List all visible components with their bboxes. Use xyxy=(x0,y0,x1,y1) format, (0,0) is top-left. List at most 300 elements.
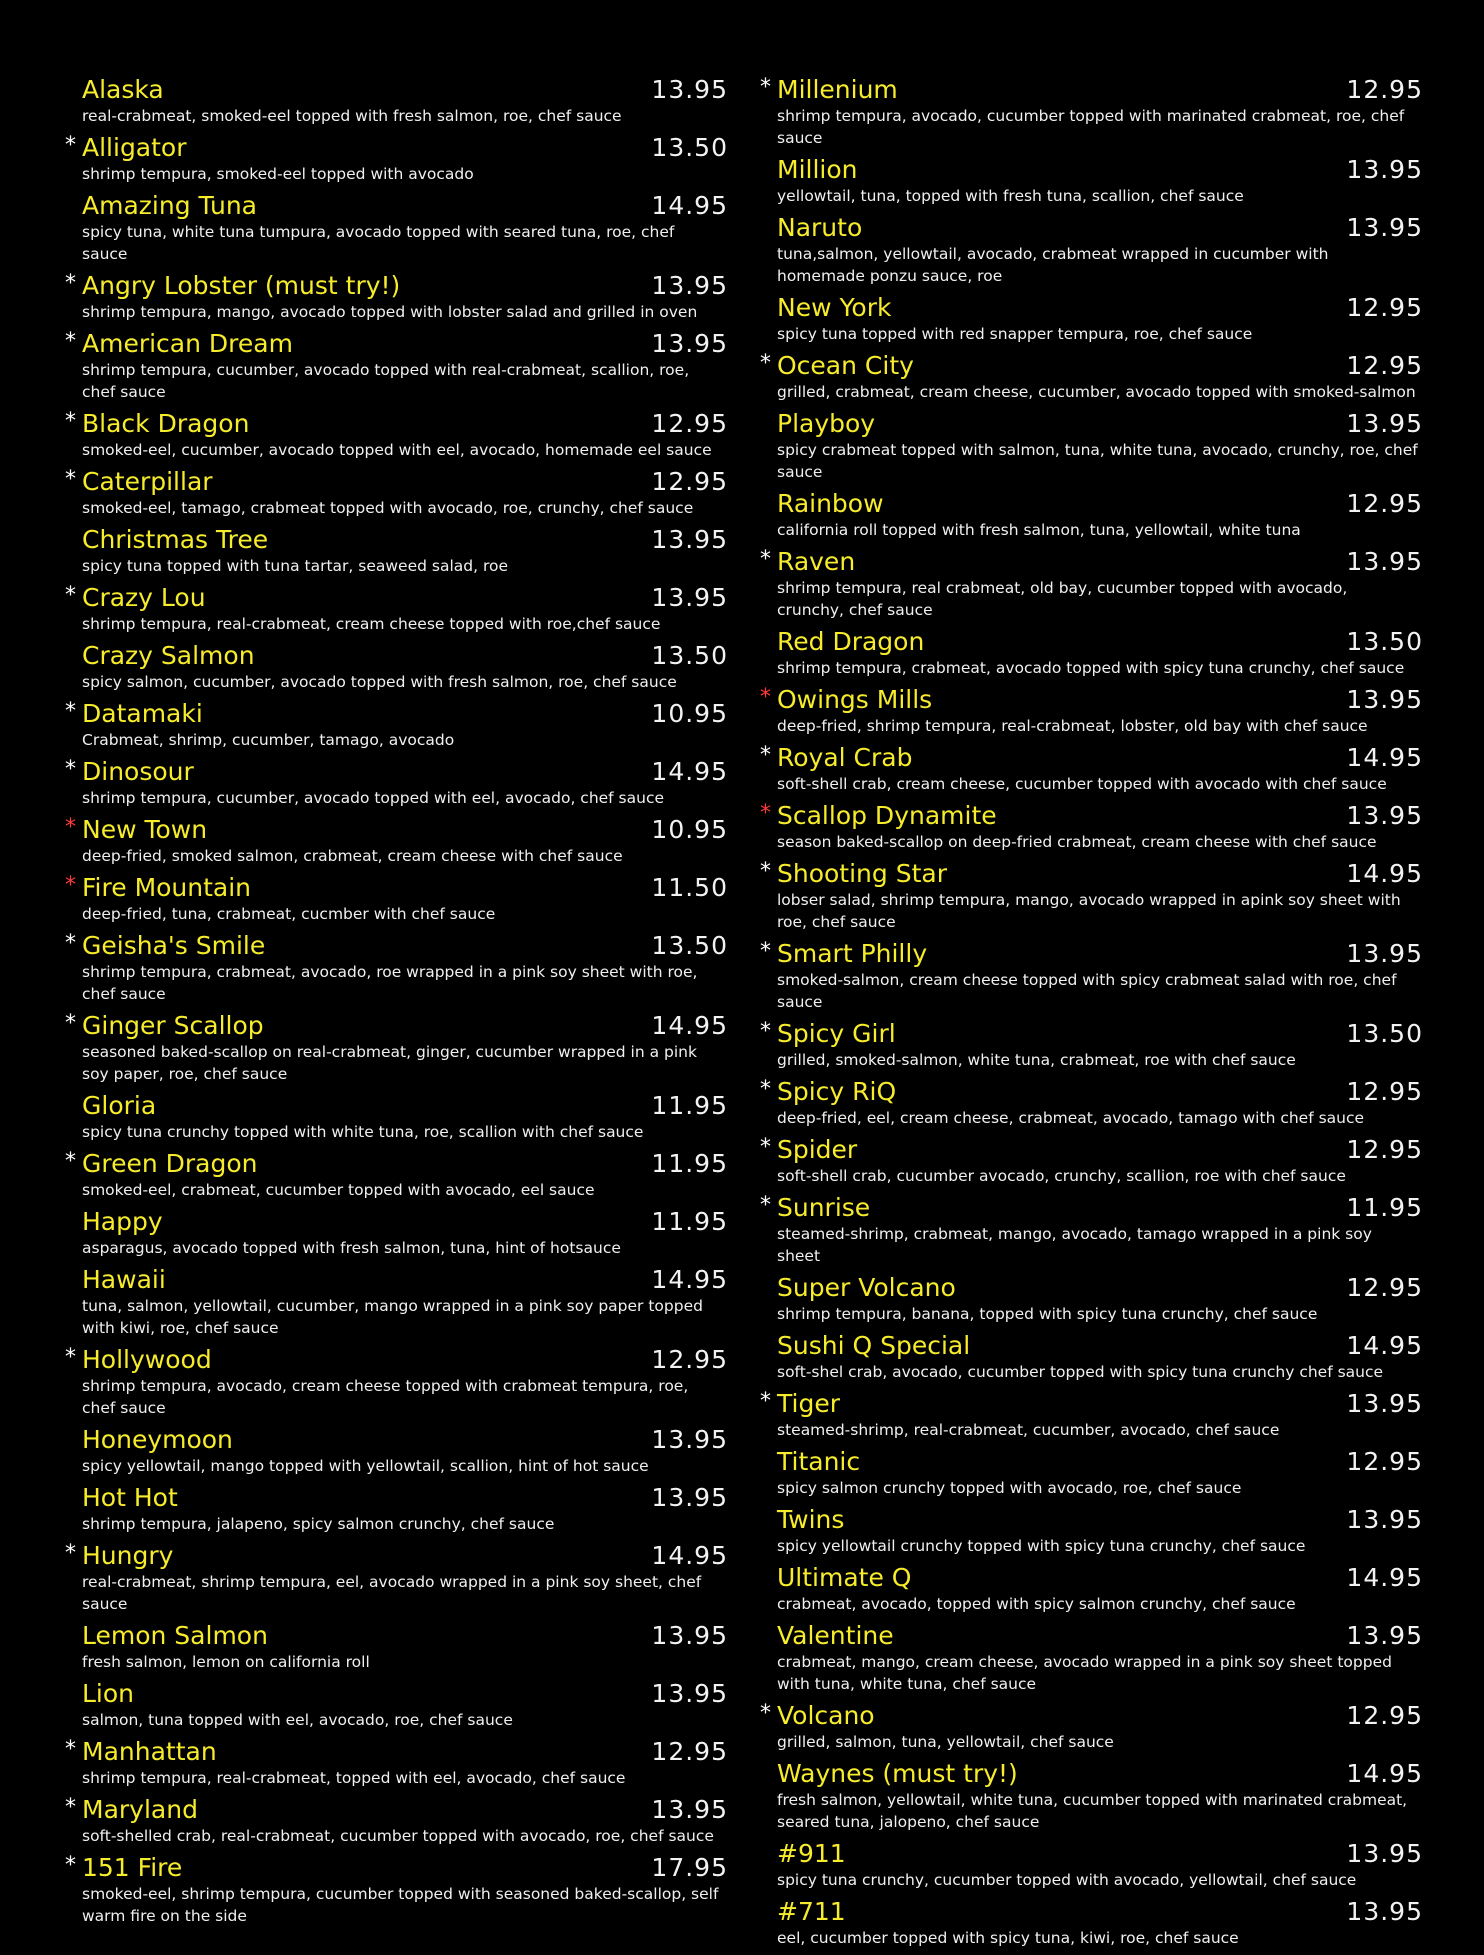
menu-item xyxy=(65,1091,728,1143)
menu-item xyxy=(65,1011,728,1085)
menu-item-name: Honeymoon xyxy=(82,1425,233,1454)
menu-item-name: Scallop Dynamite xyxy=(777,801,997,830)
special-star-icon: * xyxy=(760,939,771,964)
menu-item-price: 13.50 xyxy=(651,931,728,960)
menu-item-price: 10.95 xyxy=(651,699,728,728)
menu-item xyxy=(65,1795,728,1847)
menu-item-name: Red Dragon xyxy=(777,627,925,656)
menu-item-name: Christmas Tree xyxy=(82,525,269,554)
menu-item xyxy=(65,1425,728,1477)
menu-item xyxy=(760,1563,1423,1615)
menu-item xyxy=(760,1505,1423,1557)
menu-item-description: soft-shell crab, cucumber avocado, crunchy, scallion, roe with chef sauce xyxy=(777,1167,1346,1185)
menu-item xyxy=(760,685,1423,737)
menu-item xyxy=(760,1701,1423,1753)
menu-item-header xyxy=(777,1447,1423,1477)
menu-item-description: spicy crabmeat topped with salmon, tuna, white tuna, avocado, crunchy, roe, chef sauce xyxy=(777,441,1418,481)
menu-item-name: Crazy Salmon xyxy=(82,641,255,670)
menu-item-description: Crabmeat, shrimp, cucumber, tamago, avocado xyxy=(82,731,455,749)
menu-item xyxy=(65,583,728,635)
special-star-icon: * xyxy=(760,859,771,884)
menu-item-header xyxy=(760,1389,1423,1419)
menu-item-description: california roll topped with fresh salmon, tuna, yellowtail, white tuna xyxy=(777,521,1301,539)
menu-column-left xyxy=(65,75,728,1933)
menu-item-price: 13.95 xyxy=(651,75,728,104)
menu-item-header xyxy=(777,155,1423,185)
menu-item-price: 14.95 xyxy=(651,1011,728,1040)
menu-item-name: Playboy xyxy=(777,409,876,438)
menu-item-description: deep-fried, eel, cream cheese, crabmeat, avocado, tamago with chef sauce xyxy=(777,1109,1365,1127)
menu-item-price: 13.95 xyxy=(1346,801,1423,830)
menu-item-name: Ginger Scallop xyxy=(82,1011,264,1040)
menu-item-description: shrimp tempura, smoked-eel topped with avocado xyxy=(82,165,474,183)
menu-item-price: 11.95 xyxy=(651,1149,728,1178)
menu-item xyxy=(760,547,1423,621)
menu-item-description: steamed-shrimp, real-crabmeat, cucumber, avocado, chef sauce xyxy=(777,1421,1280,1439)
menu-item-description: shrimp tempura, crabmeat, avocado, roe wrapped in a pink soy sheet with roe, chef sauce xyxy=(82,963,698,1003)
menu-item-header xyxy=(760,859,1423,889)
menu-item-header xyxy=(82,1483,728,1513)
menu-item-header xyxy=(760,743,1423,773)
menu-item-price: 17.95 xyxy=(651,1853,728,1882)
menu-item-price: 13.50 xyxy=(651,133,728,162)
menu-item-price: 13.95 xyxy=(1346,213,1423,242)
menu-item-price: 13.95 xyxy=(1346,685,1423,714)
menu-item-header xyxy=(777,627,1423,657)
menu-item-description: smoked-salmon, cream cheese topped with spicy crabmeat salad with roe, chef sauce xyxy=(777,971,1397,1011)
menu-item-price: 12.95 xyxy=(1346,1077,1423,1106)
menu-item-name: Spicy RiQ xyxy=(777,1077,897,1106)
menu-item-price: 13.95 xyxy=(651,271,728,300)
menu-item xyxy=(65,1541,728,1615)
menu-item-description: shrimp tempura, avocado, cream cheese topped with crabmeat tempura, roe, chef sauce xyxy=(82,1377,689,1417)
special-star-icon: * xyxy=(65,699,76,724)
menu-item-description: spicy tuna topped with red snapper tempura, roe, chef sauce xyxy=(777,325,1253,343)
special-star-icon: * xyxy=(760,1019,771,1044)
menu-item-header xyxy=(82,1265,728,1295)
menu-item-name: Geisha's Smile xyxy=(82,931,266,960)
menu-item-header xyxy=(65,757,728,787)
spicy-star-icon: * xyxy=(760,685,771,710)
menu-item-name: #911 xyxy=(777,1839,846,1868)
menu-item-description: shrimp tempura, banana, topped with spicy tuna crunchy, chef sauce xyxy=(777,1305,1318,1323)
menu-item-price: 12.95 xyxy=(651,409,728,438)
menu-item-description: soft-shelled crab, real-crabmeat, cucumber topped with avocado, roe, chef sauce xyxy=(82,1827,714,1845)
menu-item-name: 151 Fire xyxy=(82,1853,183,1882)
menu-item-name: Spider xyxy=(777,1135,858,1164)
special-star-icon: * xyxy=(760,1135,771,1160)
menu-item xyxy=(760,489,1423,541)
menu-item-header xyxy=(82,641,728,671)
menu-item-description: fresh salmon, yellowtail, white tuna, cucumber topped with marinated crabmeat, seared tuna, jalopeno, chef sauce xyxy=(777,1791,1408,1831)
menu-item-description: fresh salmon, lemon on california roll xyxy=(82,1653,370,1671)
menu-item-header xyxy=(65,329,728,359)
menu-item xyxy=(760,293,1423,345)
special-star-icon: * xyxy=(65,1853,76,1878)
menu-item xyxy=(760,1897,1423,1949)
special-star-icon: * xyxy=(65,931,76,956)
menu-item-name: Millenium xyxy=(777,75,898,104)
menu-item-price: 11.95 xyxy=(1346,1193,1423,1222)
menu-item-price: 13.95 xyxy=(651,1795,728,1824)
menu-item-description: season baked-scallop on deep-fried crabmeat, cream cheese with chef sauce xyxy=(777,833,1377,851)
menu-item-header xyxy=(760,1019,1423,1049)
menu-item-header xyxy=(777,1897,1423,1927)
menu-item-name: Tiger xyxy=(777,1389,840,1418)
menu-item-price: 12.95 xyxy=(1346,1701,1423,1730)
menu-item xyxy=(65,1207,728,1259)
menu-item-header xyxy=(760,351,1423,381)
menu-item-name: Caterpillar xyxy=(82,467,213,496)
menu-item-price: 12.95 xyxy=(1346,1135,1423,1164)
menu-item-name: Sushi Q Special xyxy=(777,1331,971,1360)
menu-item-header xyxy=(65,873,728,903)
menu-item-price: 13.50 xyxy=(651,641,728,670)
menu-item-header xyxy=(65,931,728,961)
menu-item-name: Sunrise xyxy=(777,1193,871,1222)
special-star-icon: * xyxy=(65,1149,76,1174)
special-star-icon: * xyxy=(65,133,76,158)
menu-item-header xyxy=(777,1563,1423,1593)
menu-item-name: Maryland xyxy=(82,1795,198,1824)
menu-item-header xyxy=(82,1425,728,1455)
menu-item-name: Hungry xyxy=(82,1541,174,1570)
menu-item-header xyxy=(65,271,728,301)
menu-item-description: lobser salad, shrimp tempura, mango, avocado wrapped in apink soy sheet with roe, chef sauce xyxy=(777,891,1401,931)
menu-item-description: spicy salmon, cucumber, avocado topped with fresh salmon, roe, chef sauce xyxy=(82,673,677,691)
menu-item-price: 11.95 xyxy=(651,1091,728,1120)
menu-item-name: Lion xyxy=(82,1679,135,1708)
menu-item xyxy=(65,873,728,925)
menu-item-price: 14.95 xyxy=(651,191,728,220)
menu-item-header xyxy=(82,191,728,221)
menu-item xyxy=(65,271,728,323)
menu-item-name: Lemon Salmon xyxy=(82,1621,268,1650)
menu-item-price: 14.95 xyxy=(1346,859,1423,888)
special-star-icon: * xyxy=(65,1011,76,1036)
menu-item-header xyxy=(760,939,1423,969)
menu-item-header xyxy=(760,1077,1423,1107)
menu-item-header xyxy=(65,583,728,613)
menu-item-description: grilled, salmon, tuna, yellowtail, chef sauce xyxy=(777,1733,1114,1751)
menu-item-header xyxy=(760,1135,1423,1165)
menu-item-header xyxy=(65,1853,728,1883)
special-star-icon: * xyxy=(65,583,76,608)
menu-item-header xyxy=(65,1011,728,1041)
menu-item xyxy=(760,859,1423,933)
menu-item-description: tuna, salmon, yellowtail, cucumber, mango wrapped in a pink soy paper topped with kiwi, roe, chef sauce xyxy=(82,1297,703,1337)
menu-item-name: Raven xyxy=(777,547,856,576)
menu-item-description: crabmeat, avocado, topped with spicy salmon crunchy, chef sauce xyxy=(777,1595,1296,1613)
menu-item xyxy=(65,1265,728,1339)
menu-item-description: spicy yellowtail, mango topped with yellowtail, scallion, hint of hot sauce xyxy=(82,1457,649,1475)
menu-item xyxy=(760,1621,1423,1695)
menu-item xyxy=(65,1737,728,1789)
menu-item-description: deep-fried, smoked salmon, crabmeat, cream cheese with chef sauce xyxy=(82,847,623,865)
menu-item-description: spicy yellowtail crunchy topped with spicy tuna crunchy, chef sauce xyxy=(777,1537,1306,1555)
menu-item-price: 12.95 xyxy=(1346,489,1423,518)
special-star-icon: * xyxy=(760,351,771,376)
menu-item xyxy=(65,931,728,1005)
menu-item xyxy=(760,1839,1423,1891)
menu-item xyxy=(760,1273,1423,1325)
menu-item-header xyxy=(82,1207,728,1237)
menu-item xyxy=(760,1389,1423,1441)
menu-item-name: Alaska xyxy=(82,75,164,104)
menu-item xyxy=(65,75,728,127)
menu-item-header xyxy=(65,1795,728,1825)
menu-item-name: Shooting Star xyxy=(777,859,947,888)
special-star-icon: * xyxy=(760,743,771,768)
menu-item-header xyxy=(65,1149,728,1179)
special-star-icon: * xyxy=(65,1737,76,1762)
special-star-icon: * xyxy=(65,329,76,354)
menu-item-price: 13.50 xyxy=(1346,627,1423,656)
menu-item-header xyxy=(65,409,728,439)
menu-item xyxy=(760,1759,1423,1833)
menu-item xyxy=(760,409,1423,483)
special-star-icon: * xyxy=(65,1541,76,1566)
menu-item-price: 11.50 xyxy=(651,873,728,902)
menu-item-description: smoked-eel, cucumber, avocado topped with eel, avocado, homemade eel sauce xyxy=(82,441,712,459)
menu-item-name: Valentine xyxy=(777,1621,894,1650)
menu-item-name: New Town xyxy=(82,815,208,844)
menu-item-description: shrimp tempura, cucumber, avocado topped with eel, avocado, chef sauce xyxy=(82,789,665,807)
menu-item-description: shrimp tempura, mango, avocado topped with lobster salad and grilled in oven xyxy=(82,303,698,321)
menu-item-description: shrimp tempura, avocado, cucumber topped with marinated crabmeat, roe, chef sauce xyxy=(777,107,1405,147)
special-star-icon: * xyxy=(760,547,771,572)
menu-item-header xyxy=(777,1331,1423,1361)
menu-item-description: shrimp tempura, cucumber, avocado topped with real-crabmeat, scallion, roe, chef sauce xyxy=(82,361,690,401)
menu-item-description: smoked-eel, tamago, crabmeat topped with avocado, roe, crunchy, chef sauce xyxy=(82,499,694,517)
menu-item-header xyxy=(65,815,728,845)
menu-item-description: real-crabmeat, shrimp tempura, eel, avocado wrapped in a pink soy sheet, chef sauce xyxy=(82,1573,702,1613)
menu-item-header xyxy=(777,1505,1423,1535)
menu-item-name: Super Volcano xyxy=(777,1273,956,1302)
menu-item-price: 13.50 xyxy=(1346,1019,1423,1048)
menu-item xyxy=(760,939,1423,1013)
menu-item-price: 14.95 xyxy=(1346,1759,1423,1788)
menu-item xyxy=(65,1679,728,1731)
menu-item-description: deep-fried, tuna, crabmeat, cucmber with chef sauce xyxy=(82,905,496,923)
menu-item-description: steamed-shrimp, crabmeat, mango, avocado, tamago wrapped in a pink soy sheet xyxy=(777,1225,1372,1265)
menu-item-price: 11.95 xyxy=(651,1207,728,1236)
menu-item-name: Manhattan xyxy=(82,1737,217,1766)
menu-item-description: spicy salmon crunchy topped with avocado, roe, chef sauce xyxy=(777,1479,1242,1497)
menu-item-description: grilled, crabmeat, cream cheese, cucumber, avocado topped with smoked-salmon xyxy=(777,383,1416,401)
menu-item-name: Hot Hot xyxy=(82,1483,178,1512)
menu-item-name: Ocean City xyxy=(777,351,914,380)
menu-item-name: Amazing Tuna xyxy=(82,191,257,220)
menu-item-price: 13.95 xyxy=(651,1425,728,1454)
menu-item-description: real-crabmeat, smoked-eel topped with fresh salmon, roe, chef sauce xyxy=(82,107,622,125)
menu-item-header xyxy=(760,547,1423,577)
menu-item-header xyxy=(760,75,1423,105)
special-star-icon: * xyxy=(760,1193,771,1218)
special-star-icon: * xyxy=(760,1701,771,1726)
menu-item-header xyxy=(65,699,728,729)
menu-item xyxy=(65,699,728,751)
menu-item-price: 13.95 xyxy=(651,1483,728,1512)
menu-item xyxy=(65,133,728,185)
menu-item xyxy=(65,1483,728,1535)
menu-item-name: Rainbow xyxy=(777,489,884,518)
special-star-icon: * xyxy=(65,1795,76,1820)
menu-item-header xyxy=(65,1541,728,1571)
menu-item xyxy=(760,1447,1423,1499)
menu-item xyxy=(65,1853,728,1927)
menu-item-name: New York xyxy=(777,293,892,322)
menu-item-price: 13.95 xyxy=(1346,409,1423,438)
menu-item-name: Angry Lobster (must try!) xyxy=(82,271,401,300)
menu-item xyxy=(65,757,728,809)
menu-item-header xyxy=(777,293,1423,323)
menu-item-name: Ultimate Q xyxy=(777,1563,912,1592)
menu-item xyxy=(65,467,728,519)
menu-item-description: yellowtail, tuna, topped with fresh tuna, scallion, chef sauce xyxy=(777,187,1244,205)
menu-item-header xyxy=(760,1701,1423,1731)
menu-item-name: Volcano xyxy=(777,1701,875,1730)
menu-item-price: 12.95 xyxy=(651,1737,728,1766)
menu-item-price: 12.95 xyxy=(1346,351,1423,380)
menu-item-header xyxy=(82,1091,728,1121)
menu-item-description: grilled, smoked-salmon, white tuna, crabmeat, roe with chef sauce xyxy=(777,1051,1296,1069)
menu-item-name: Alligator xyxy=(82,133,187,162)
menu-item-price: 13.95 xyxy=(1346,547,1423,576)
menu-item xyxy=(65,409,728,461)
menu-item-header xyxy=(777,409,1423,439)
menu-item-description: asparagus, avocado topped with fresh salmon, tuna, hint of hotsauce xyxy=(82,1239,621,1257)
menu-item-header xyxy=(777,213,1423,243)
menu-item xyxy=(760,213,1423,287)
menu-item-header xyxy=(82,75,728,105)
menu-item xyxy=(760,801,1423,853)
menu-item-name: Hawaii xyxy=(82,1265,166,1294)
menu-item-price: 14.95 xyxy=(1346,743,1423,772)
menu-item-price: 14.95 xyxy=(651,1541,728,1570)
menu-item-name: American Dream xyxy=(82,329,293,358)
menu-item-header xyxy=(760,1193,1423,1223)
menu-item-name: Hollywood xyxy=(82,1345,212,1374)
menu-item xyxy=(760,1135,1423,1187)
menu-item-description: shrimp tempura, real-crabmeat, cream cheese topped with roe,chef sauce xyxy=(82,615,661,633)
menu-item-header xyxy=(65,133,728,163)
special-star-icon: * xyxy=(65,757,76,782)
menu-item-price: 12.95 xyxy=(1346,1447,1423,1476)
menu-item-price: 12.95 xyxy=(651,467,728,496)
special-star-icon: * xyxy=(65,467,76,492)
menu-item-header xyxy=(65,1345,728,1375)
menu-item-name: Owings Mills xyxy=(777,685,933,714)
menu-item xyxy=(760,351,1423,403)
menu-item xyxy=(65,1621,728,1673)
menu-item-name: Naruto xyxy=(777,213,863,242)
menu-item-price: 13.95 xyxy=(1346,155,1423,184)
menu-item-price: 13.95 xyxy=(1346,1839,1423,1868)
menu-item-header xyxy=(777,1621,1423,1651)
menu-item-name: Green Dragon xyxy=(82,1149,258,1178)
menu-item-name: Royal Crab xyxy=(777,743,913,772)
menu-item-price: 13.95 xyxy=(1346,939,1423,968)
menu-item-name: Fire Mountain xyxy=(82,873,252,902)
menu-item-name: Black Dragon xyxy=(82,409,250,438)
menu-item-description: spicy tuna topped with tuna tartar, seaweed salad, roe xyxy=(82,557,508,575)
menu-item-price: 14.95 xyxy=(651,757,728,786)
special-star-icon: * xyxy=(760,1389,771,1414)
menu-column-right xyxy=(760,75,1423,1955)
special-star-icon: * xyxy=(65,271,76,296)
menu-item xyxy=(760,1077,1423,1129)
menu-item-price: 13.95 xyxy=(651,583,728,612)
special-star-icon: * xyxy=(760,75,771,100)
menu-item-description: eel, cucumber topped with spicy tuna, kiwi, roe, chef sauce xyxy=(777,1929,1239,1947)
menu-item-price: 14.95 xyxy=(1346,1331,1423,1360)
menu-item-header xyxy=(65,467,728,497)
menu-item-name: Gloria xyxy=(82,1091,157,1120)
menu-item xyxy=(65,191,728,265)
menu-item-header xyxy=(760,801,1423,831)
menu-item-price: 13.95 xyxy=(1346,1505,1423,1534)
menu-item xyxy=(760,75,1423,149)
menu-item-price: 12.95 xyxy=(1346,75,1423,104)
menu-item-price: 13.95 xyxy=(1346,1389,1423,1418)
menu-item-price: 13.95 xyxy=(651,1679,728,1708)
menu-item xyxy=(65,1149,728,1201)
menu-item-description: spicy tuna crunchy topped with white tuna, roe, scallion with chef sauce xyxy=(82,1123,644,1141)
menu-item-description: shrimp tempura, real crabmeat, old bay, cucumber topped with avocado, crunchy, chef sauce xyxy=(777,579,1348,619)
menu-item-price: 13.95 xyxy=(651,525,728,554)
menu-item-description: salmon, tuna topped with eel, avocado, roe, chef sauce xyxy=(82,1711,513,1729)
menu-item-name: Titanic xyxy=(777,1447,861,1476)
menu-item-header xyxy=(82,1621,728,1651)
menu-item-description: shrimp tempura, crabmeat, avocado topped with spicy tuna crunchy, chef sauce xyxy=(777,659,1405,677)
menu-item-header xyxy=(777,1273,1423,1303)
menu-item xyxy=(760,1019,1423,1071)
menu-item-description: soft-shell crab, cream cheese, cucumber topped with avocado with chef sauce xyxy=(777,775,1387,793)
menu-item xyxy=(760,1193,1423,1267)
menu-item-name: Happy xyxy=(82,1207,163,1236)
special-star-icon: * xyxy=(760,1077,771,1102)
menu-item-header xyxy=(777,1839,1423,1869)
menu-item-name: Spicy Girl xyxy=(777,1019,896,1048)
menu-item-price: 13.95 xyxy=(651,1621,728,1650)
menu-item xyxy=(65,525,728,577)
menu-item-header xyxy=(760,685,1423,715)
menu-item-price: 13.95 xyxy=(651,329,728,358)
menu-item-header xyxy=(82,525,728,555)
menu-item-price: 12.95 xyxy=(651,1345,728,1374)
menu-item-price: 13.95 xyxy=(1346,1621,1423,1650)
menu-item-description: seasoned baked-scallop on real-crabmeat, ginger, cucumber wrapped in a pink soy paper, roe, chef sauce xyxy=(82,1043,697,1083)
menu-item xyxy=(760,743,1423,795)
menu-item-description: tuna,salmon, yellowtail, avocado, crabmeat wrapped in cucumber with homemade ponzu sauce, roe xyxy=(777,245,1329,285)
menu-item-name: Smart Philly xyxy=(777,939,928,968)
menu-item-description: crabmeat, mango, cream cheese, avocado wrapped in a pink soy sheet topped with tuna, white tuna, chef sauce xyxy=(777,1653,1392,1693)
menu-item xyxy=(65,1345,728,1419)
menu-item-header xyxy=(777,489,1423,519)
menu-item-price: 14.95 xyxy=(651,1265,728,1294)
menu-item-description: deep-fried, shrimp tempura, real-crabmeat, lobster, old bay with chef sauce xyxy=(777,717,1368,735)
menu-item-name: Waynes (must try!) xyxy=(777,1759,1018,1788)
menu-item-description: smoked-eel, shrimp tempura, cucumber topped with seasoned baked-scallop, self warm fire on the side xyxy=(82,1885,719,1925)
menu-item-price: 12.95 xyxy=(1346,1273,1423,1302)
menu-item-name: Dinosour xyxy=(82,757,194,786)
spicy-star-icon: * xyxy=(760,801,771,826)
menu-item-price: 10.95 xyxy=(651,815,728,844)
menu-item-price: 14.95 xyxy=(1346,1563,1423,1592)
menu-item-description: spicy tuna crunchy, cucumber topped with avocado, yellowtail, chef sauce xyxy=(777,1871,1357,1889)
menu-item-header xyxy=(65,1737,728,1767)
